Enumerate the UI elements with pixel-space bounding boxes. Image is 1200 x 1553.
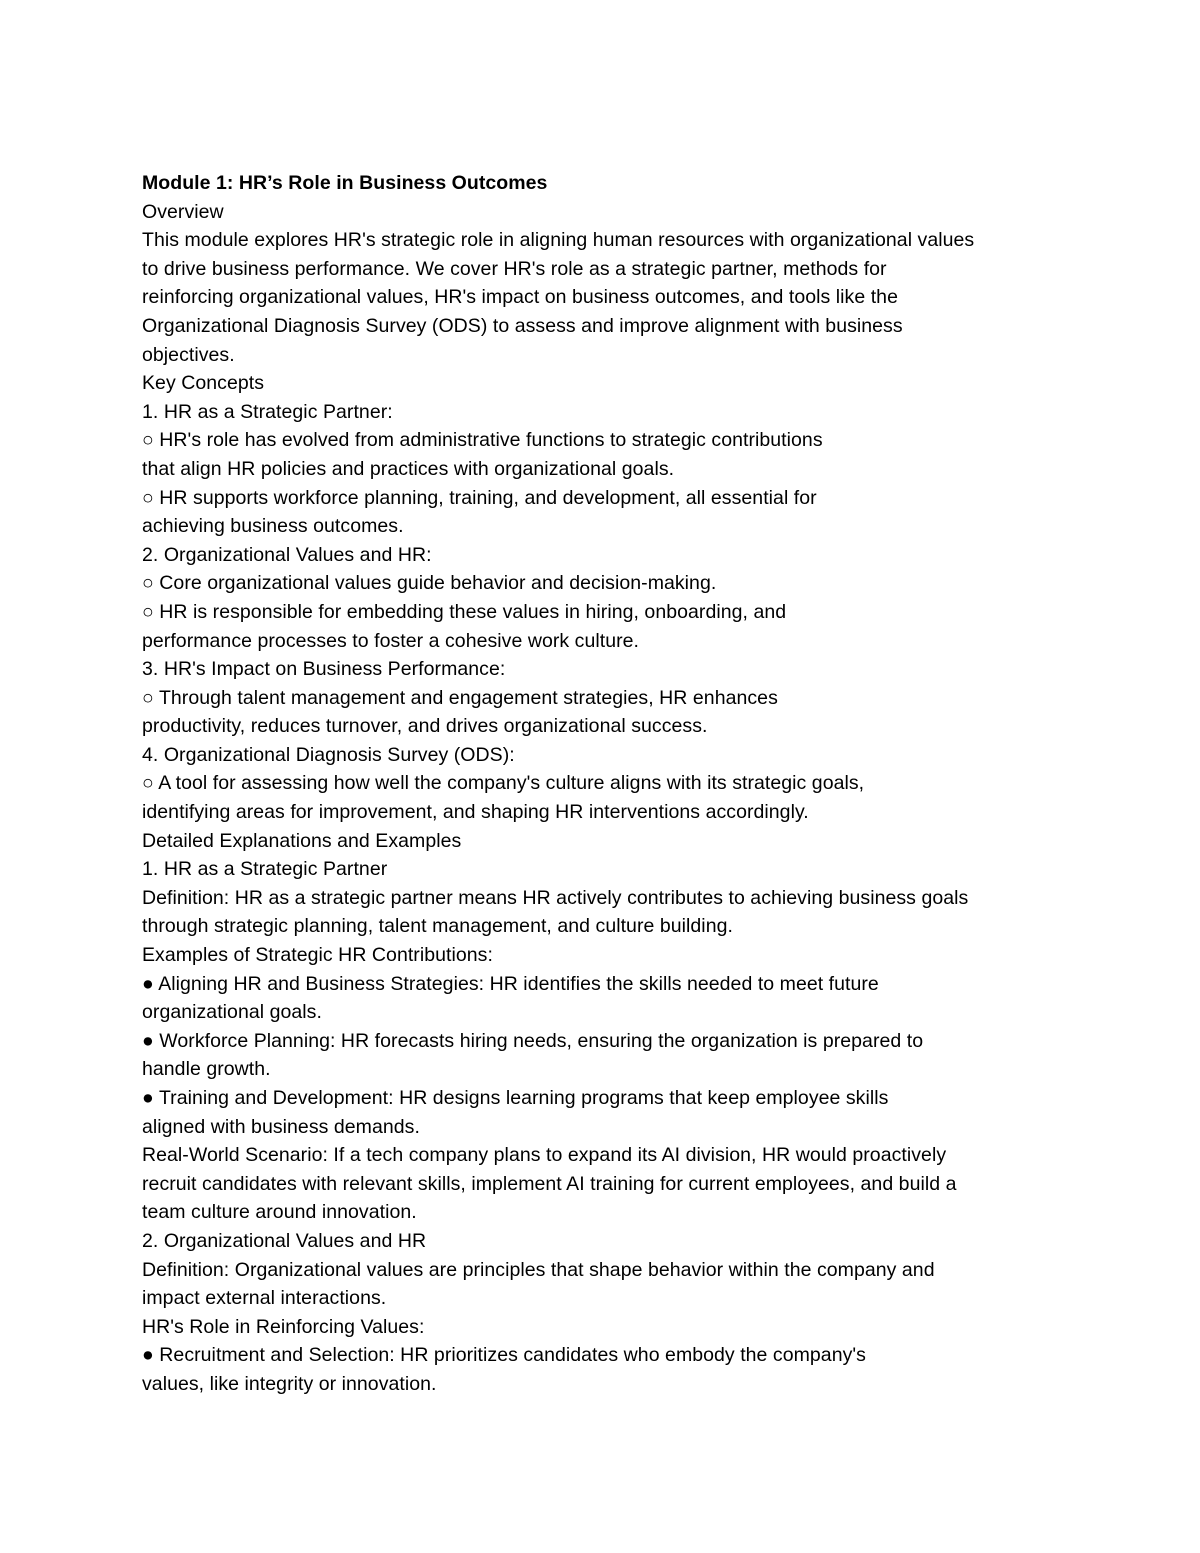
text-line: ○ HR is responsible for embedding these values in hiring, onboarding, and	[142, 600, 787, 623]
text-line: 2. Organizational Values and HR:	[142, 543, 432, 566]
text-line: team culture around innovation.	[142, 1201, 417, 1224]
text-line: ● Recruitment and Selection: HR prioritizes candidates who embody the company's	[142, 1344, 866, 1367]
text-line: organizational goals.	[142, 1001, 322, 1024]
text-line: reinforcing organizational values, HR's impact on business outcomes, and tools like the	[142, 286, 898, 309]
text-line: ● Aligning HR and Business Strategies: HR identifies the skills needed to meet future	[142, 972, 879, 995]
document-page	[142, 169, 1072, 1399]
text-line: handle growth.	[142, 1058, 271, 1081]
text-line: Real-World Scenario: If a tech company plans to expand its AI division, HR would proactively	[142, 1144, 947, 1167]
text-line: 2. Organizational Values and HR	[142, 1229, 427, 1252]
text-line: performance processes to foster a cohesive work culture.	[142, 629, 640, 652]
text-line: Key Concepts	[142, 372, 264, 395]
text-line: 4. Organizational Diagnosis Survey (ODS):	[142, 743, 515, 766]
module-title: Module 1: HR’s Role in Business Outcomes	[142, 172, 548, 194]
text-line: 1. HR as a Strategic Partner	[142, 858, 388, 881]
text-line: to drive business performance. We cover HR's role as a strategic partner, methods for	[142, 257, 887, 280]
text-line: recruit candidates with relevant skills, implement AI training for current employees, and build a	[142, 1172, 957, 1195]
text-line: Definition: Organizational values are principles that shape behavior within the company and	[142, 1258, 935, 1281]
text-line: HR's Role in Reinforcing Values:	[142, 1315, 425, 1338]
text-line: ○ A tool for assessing how well the company's culture aligns with its strategic goals,	[142, 772, 865, 795]
text-line: ○ HR's role has evolved from administrative functions to strategic contributions	[142, 429, 823, 452]
text-line: Definition: HR as a strategic partner means HR actively contributes to achieving business goals	[142, 886, 969, 909]
text-line: This module explores HR's strategic role in aligning human resources with organizational values	[142, 229, 975, 252]
text-line: through strategic planning, talent management, and culture building.	[142, 915, 733, 938]
text-line: productivity, reduces turnover, and drives organizational success.	[142, 715, 708, 738]
text-line: Overview	[142, 200, 224, 223]
text-line: Detailed Explanations and Examples	[142, 829, 462, 852]
text-line: ○ Through talent management and engagement strategies, HR enhances	[142, 686, 778, 709]
text-line: Organizational Diagnosis Survey (ODS) to assess and improve alignment with business	[142, 314, 903, 337]
text-line: ● Workforce Planning: HR forecasts hiring needs, ensuring the organization is prepared to	[142, 1029, 924, 1052]
text-line: aligned with business demands.	[142, 1115, 420, 1138]
text-line: impact external interactions.	[142, 1287, 387, 1310]
text-line: 3. HR's Impact on Business Performance:	[142, 658, 506, 681]
document-body	[142, 198, 1072, 1399]
text-line: objectives.	[142, 343, 235, 366]
text-line: Examples of Strategic HR Contributions:	[142, 944, 493, 967]
text-line: 1. HR as a Strategic Partner:	[142, 400, 393, 423]
text-line: ○ HR supports workforce planning, training, and development, all essential for	[142, 486, 817, 509]
text-line: ● Training and Development: HR designs learning programs that keep employee skills	[142, 1087, 889, 1109]
text-line: identifying areas for improvement, and shaping HR interventions accordingly.	[142, 801, 809, 824]
text-line: that align HR policies and practices with organizational goals.	[142, 457, 675, 480]
text-line: ○ Core organizational values guide behavior and decision-making.	[142, 572, 717, 595]
text-line: values, like integrity or innovation.	[142, 1372, 437, 1395]
text-line: achieving business outcomes.	[142, 515, 404, 538]
